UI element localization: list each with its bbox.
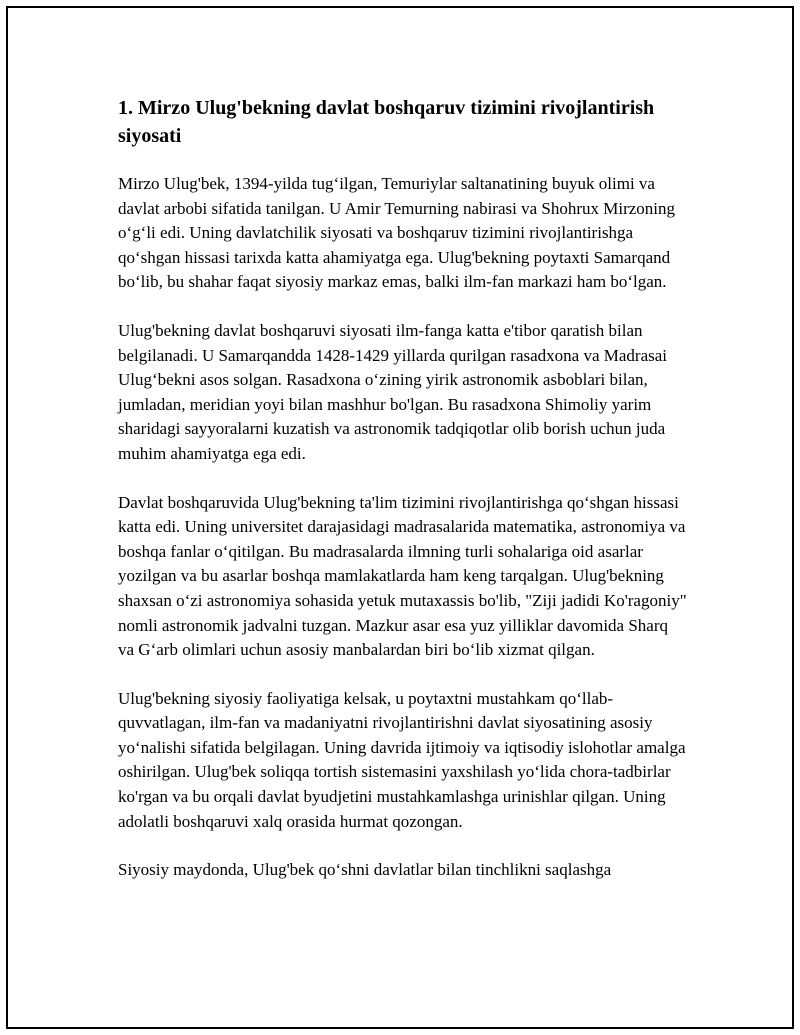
paragraph-1: Mirzo Ulug'bek, 1394-yilda tug‘ilgan, Temuriylar saltanatining buyuk olimi va davlat arbobi sifatida tanilgan. U Amir Temurning nabirasi va Shohrux Mirzoning o‘g‘li edi. Uning davlatchilik siyosati va boshqaruv tizimini rivojlantirishga qo‘shgan hissasi tarixda katta ahamiyatga ega. Ulug'bekning poytaxti Samarqand bo‘lib, bu shahar faqat siyosiy markaz emas, balki ilm-fan markazi ham bo‘lgan.	[118, 174, 676, 292]
document-body	[118, 94, 688, 907]
paragraph-5: Siyosiy maydonda, Ulug'bek qo‘shni davlatlar bilan tinchlikni saqlashga	[118, 860, 612, 880]
document-title: 1. Mirzo Ulug'bekning davlat boshqaruv tizimini rivojlantirish siyosati	[118, 97, 655, 147]
paragraph-2: Ulug'bekning davlat boshqaruvi siyosati ilm-fanga katta e'tibor qaratish bilan belgilanadi. U Samarqandda 1428-1429 yillarda qurilgan rasadxona va Madrasai Ulug‘bekni asos solgan. Rasadxona o‘zining yirik astronomik asboblari bilan, jumladan, meridian yoyi bilan mashhur bo'lgan. Bu rasadxona Shimoliy yarim sharidagi sayyoralarni kuzatish va astronomik tadqiqotlar olib borish uchun juda muhim ahamiyatga ega edi.	[118, 320, 668, 463]
paragraph-4: Ulug'bekning siyosiy faoliyatiga kelsak, u poytaxtni mustahkam qo‘llab-quvvatlagan, ilm-fan va madaniyatni rivojlantirishni davlat siyosatining asosiy yo‘nalishi sifatida belgilagan. Uning davrida ijtimoiy va iqtisodiy islohotlar amalga oshirilgan. Ulug'bek soliqqa tortish sistemasini yaxshilash yo‘lida chora-tadbirlar ko'rgan va bu orqali davlat byudjetini mustahkamlashga urinishlar qilgan. Uning adolatli boshqaruvi xalq orasida hurmat qozongan.	[118, 688, 686, 831]
paragraph-3: Davlat boshqaruvida Ulug'bekning ta'lim tizimini rivojlantirishga qo‘shgan hissasi katta edi. Uning universitet darajasidagi madrasalarida matematika, astronomiya va boshqa fanlar o‘qitilgan. Bu madrasalarda ilmning turli sohalariga oid asarlar yozilgan va bu asarlar boshqa mamlakatlarda ham keng tarqalgan. Ulug'bekning shaxsan o‘zi astronomiya sohasida yetuk mutaxassis bo'lib, "Ziji jadidi Ko'ragoniy" nomli astronomik jadvalni tuzgan. Mazkur asar esa yuz yilliklar davomida Sharq va G‘arb olimlari uchun asosiy manbalardan biri bo‘lib xizmat qilgan.	[118, 492, 687, 660]
